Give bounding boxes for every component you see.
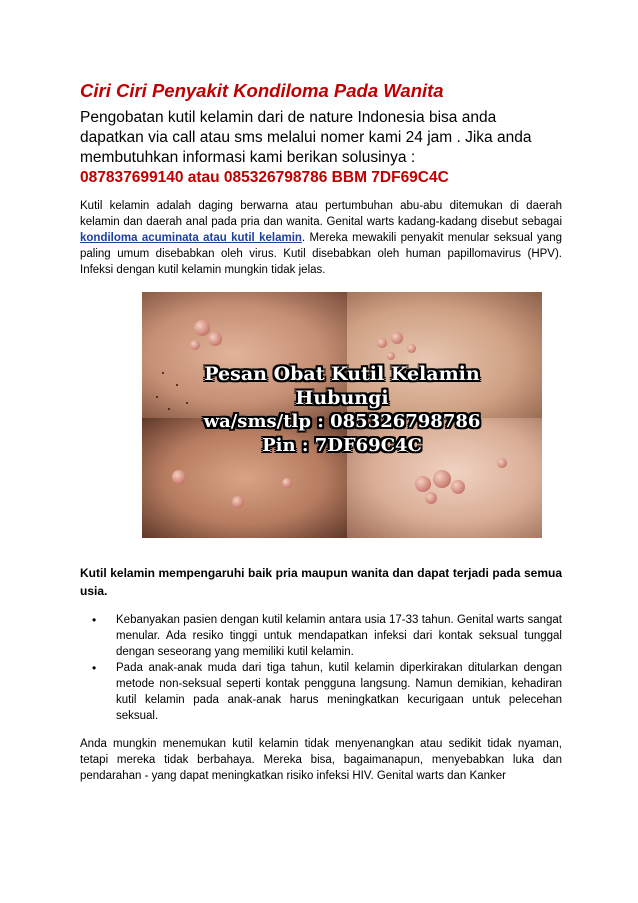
lead-text: Pengobatan kutil kelamin dari de nature Indonesia bisa anda dapatkan via call atau sms melalui nomer kami 24 jam . Jika anda membutuhkan informasi kami berikan solusinya : [80, 109, 532, 166]
wart-shape [391, 332, 403, 344]
wart-shape [232, 496, 244, 508]
wart-shape [172, 470, 186, 484]
section-subheading: Kutil kelamin mempengaruhi baik pria maupun wanita dan dapat terjadi pada semua usia. [80, 566, 562, 598]
banner-line-4: Pin : 7DF69C4C [262, 435, 422, 456]
intro-paragraph [80, 198, 562, 278]
wart-shape [282, 478, 292, 488]
promo-banner [142, 362, 542, 458]
wart-shape [425, 492, 437, 504]
wart-shape [190, 340, 200, 350]
banner-line-3: wa/sms/tlp : 085326798786 [203, 411, 481, 432]
wart-shape [208, 332, 222, 346]
lead-paragraph [80, 108, 562, 188]
page-title: Ciri Ciri Penyakit Kondiloma Pada Wanita [80, 80, 444, 101]
wart-shape [194, 320, 210, 336]
list-item: • Kebanyakan pasien dengan kutil kelamin antara usia 17-33 tahun. Genital warts sangat menular. Ada resiko tinggi untuk mendapatkan infeksi dari kontak seksual tunggal dengan seseorang yang memiliki kutil kelamin. [116, 612, 562, 660]
wart-shape [451, 480, 465, 494]
contact-numbers: 087837699140 atau 085326798786 BBM 7DF69C4C [80, 169, 449, 186]
closing-paragraph: Anda mungkin menemukan kutil kelamin tidak menyenangkan atau sedikit tidak nyaman, tetapi mereka tidak berbahaya. Mereka bisa, bagaimanapun, menyebabkan luka dan pendarahan - yang dapat meningkatkan risiko infeksi HIV. Genital warts dan Kanker [80, 738, 562, 782]
list-item: • Pada anak-anak muda dari tiga tahun, kutil kelamin diperkirakan ditularkan dengan metode non-seksual seperti kontak pengguna langsung. Namun demikian, kehadiran kutil kelamin pada anak-anak harus meningkatkan kecurigaan untuk pelecehan seksual. [116, 660, 562, 724]
banner-line-2: Hubungi [295, 387, 389, 409]
wart-shape [387, 352, 395, 360]
wart-shape [407, 344, 416, 353]
intro-text-after: . Mereka mewakili penyakit menular seksual yang paling umum disebabkan oleh virus. Kutil disebabkan oleh human papillomavirus (HPV). Infeksi dengan kutil kelamin mungkin tidak jelas. [80, 232, 562, 276]
wart-shape [497, 458, 507, 468]
bullet-list [80, 612, 562, 724]
promo-image [142, 292, 542, 538]
wart-shape [415, 476, 431, 492]
wart-shape [433, 470, 451, 488]
intro-text-before: Kutil kelamin adalah daging berwarna atau pertumbuhan abu-abu ditemukan di daerah kelamin dan daerah anal pada pria dan wanita. Genital warts kadang-kadang disebut sebagai [80, 200, 562, 228]
wart-shape [377, 338, 387, 348]
banner-line-1: Pesan Obat Kutil Kelamin [204, 363, 480, 385]
document-page [80, 78, 562, 784]
kondiloma-link[interactable]: kondiloma acuminata atau kutil kelamin [80, 232, 302, 244]
